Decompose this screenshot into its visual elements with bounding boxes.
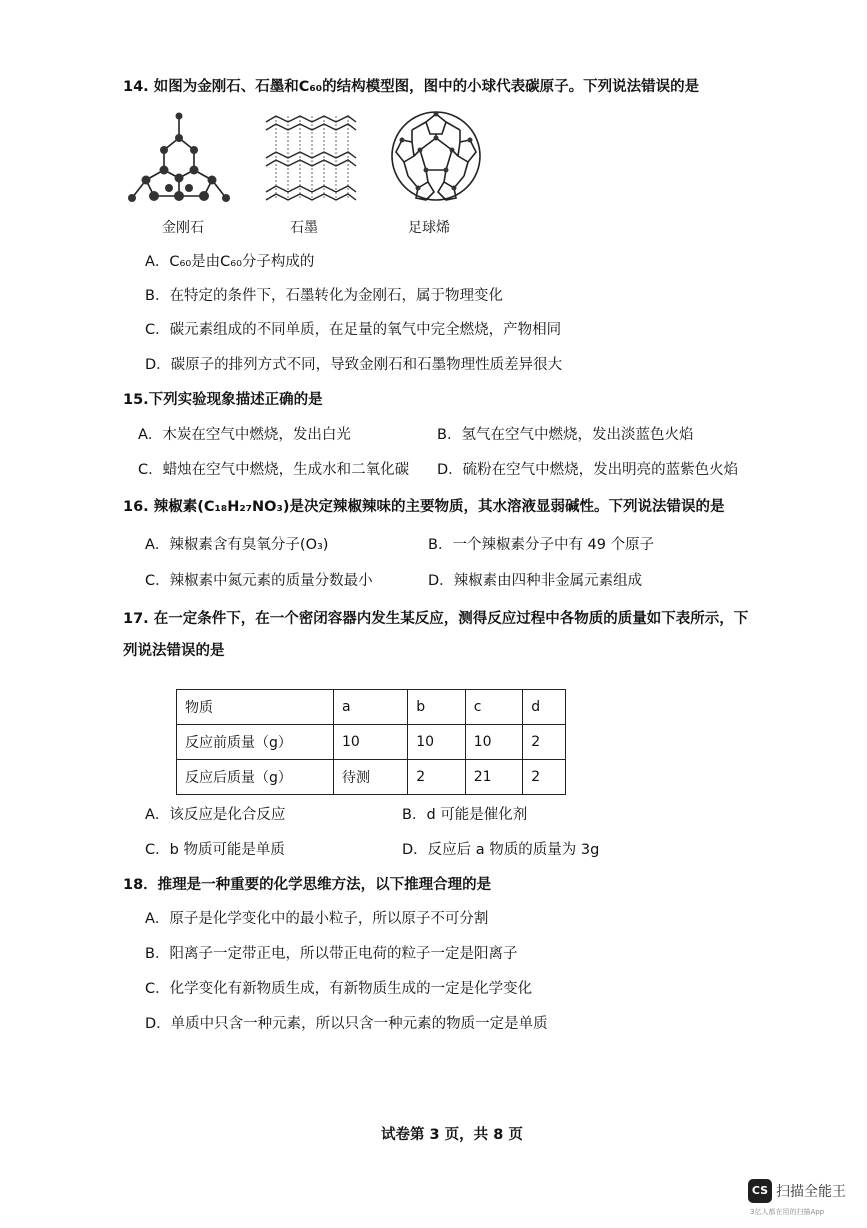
q16-option-a: A．辣椒素含有臭氧分子(O₃) (145, 537, 329, 553)
q17-option-b: B．d 可能是催化剂 (402, 807, 528, 823)
table-cell: 2 (408, 760, 465, 795)
q17-stem-line2: 列说法错误的是 (123, 643, 225, 659)
q18-option-d: D．单质中只含一种元素，所以只含一种元素的物质一定是单质 (145, 1016, 548, 1032)
q15-option-c: C．蜡烛在空气中燃烧，生成水和二氧化碳 (138, 462, 410, 478)
q14-option-d: D．碳原子的排列方式不同，导致金刚石和石墨物理性质差异很大 (145, 357, 563, 373)
camscanner-logo-icon: CS (748, 1179, 772, 1203)
table-header-cell: 物质 (177, 690, 334, 725)
diamond-structure-image (124, 108, 234, 208)
q16-option-c: C．辣椒素中氮元素的质量分数最小 (145, 573, 373, 589)
table-cell: 2 (523, 760, 566, 795)
q17-option-d: D．反应后 a 物质的质量为 3g (402, 842, 600, 858)
table-cell: 反应后质量（g） (177, 760, 334, 795)
fullerene-structure-image (388, 108, 484, 204)
table-header-cell: c (465, 690, 522, 725)
fullerene-structure-icon (388, 108, 484, 204)
q14-option-a: A．C₆₀是由C₆₀分子构成的 (145, 254, 315, 270)
table-header-cell: b (408, 690, 465, 725)
table-cell: 21 (465, 760, 522, 795)
scanner-tagline: 3亿人都在用的扫描App (750, 1208, 825, 1216)
table-header-cell: d (523, 690, 566, 725)
q15-stem: 15.下列实验现象描述正确的是 (123, 392, 323, 408)
q18-stem: 18．推理是一种重要的化学思维方法，以下推理合理的是 (123, 877, 492, 893)
q14-option-b: B．在特定的条件下，石墨转化为金刚石，属于物理变化 (145, 288, 503, 304)
table-cell: 待测 (334, 760, 408, 795)
table-header-row (177, 690, 566, 725)
q17-stem-line1: 17. 在一定条件下，在一个密闭容器内发生某反应，测得反应过程中各物质的质量如下表所示，下 (123, 611, 749, 627)
graphite-caption: 石墨 (290, 220, 318, 236)
q16-option-b: B．一个辣椒素分子中有 49 个原子 (428, 537, 655, 553)
table-cell: 反应前质量（g） (177, 725, 334, 760)
fullerene-caption: 足球烯 (408, 220, 450, 236)
q14-option-c: C．碳元素组成的不同单质，在足量的氧气中完全燃烧，产物相同 (145, 322, 562, 338)
q18-option-b: B．阳离子一定带正电，所以带正电荷的粒子一定是阳离子 (145, 946, 518, 962)
q16-option-d: D．辣椒素由四种非金属元素组成 (428, 573, 643, 589)
q17-option-a: A．该反应是化合反应 (145, 807, 286, 823)
q18-option-c: C．化学变化有新物质生成，有新物质生成的一定是化学变化 (145, 981, 533, 997)
q14-stem: 14. 如图为金刚石、石墨和C₆₀的结构模型图，图中的小球代表碳原子。下列说法错误的是 (123, 79, 700, 95)
q15-option-b: B．氢气在空气中燃烧，发出淡蓝色火焰 (437, 427, 694, 443)
q16-stem: 16. 辣椒素(C₁₈H₂₇NO₃)是决定辣椒辣味的主要物质，其水溶液显弱碱性。下列说法错误的是 (123, 499, 725, 515)
table-header-cell: a (334, 690, 408, 725)
diamond-structure-icon (124, 108, 234, 208)
diamond-caption: 金刚石 (162, 220, 204, 236)
table-row (177, 725, 566, 760)
scanner-app-name: 扫描全能王 (776, 1184, 846, 1200)
table-cell: 10 (465, 725, 522, 760)
graphite-structure-icon (262, 108, 358, 204)
scanner-watermark (748, 1179, 860, 1225)
q18-option-a: A．原子是化学变化中的最小粒子，所以原子不可分割 (145, 911, 489, 927)
graphite-structure-image (262, 108, 358, 204)
page-footer: 试卷第 3 页，共 8 页 (381, 1127, 523, 1143)
q15-option-a: A．木炭在空气中燃烧，发出白光 (138, 427, 351, 443)
q17-option-c: C．b 物质可能是单质 (145, 842, 285, 858)
table-cell: 10 (334, 725, 408, 760)
q15-option-d: D．硫粉在空气中燃烧，发出明亮的蓝紫色火焰 (437, 462, 739, 478)
mass-table (176, 689, 566, 795)
table-cell: 2 (523, 725, 566, 760)
table-row (177, 760, 566, 795)
table-cell: 10 (408, 725, 465, 760)
